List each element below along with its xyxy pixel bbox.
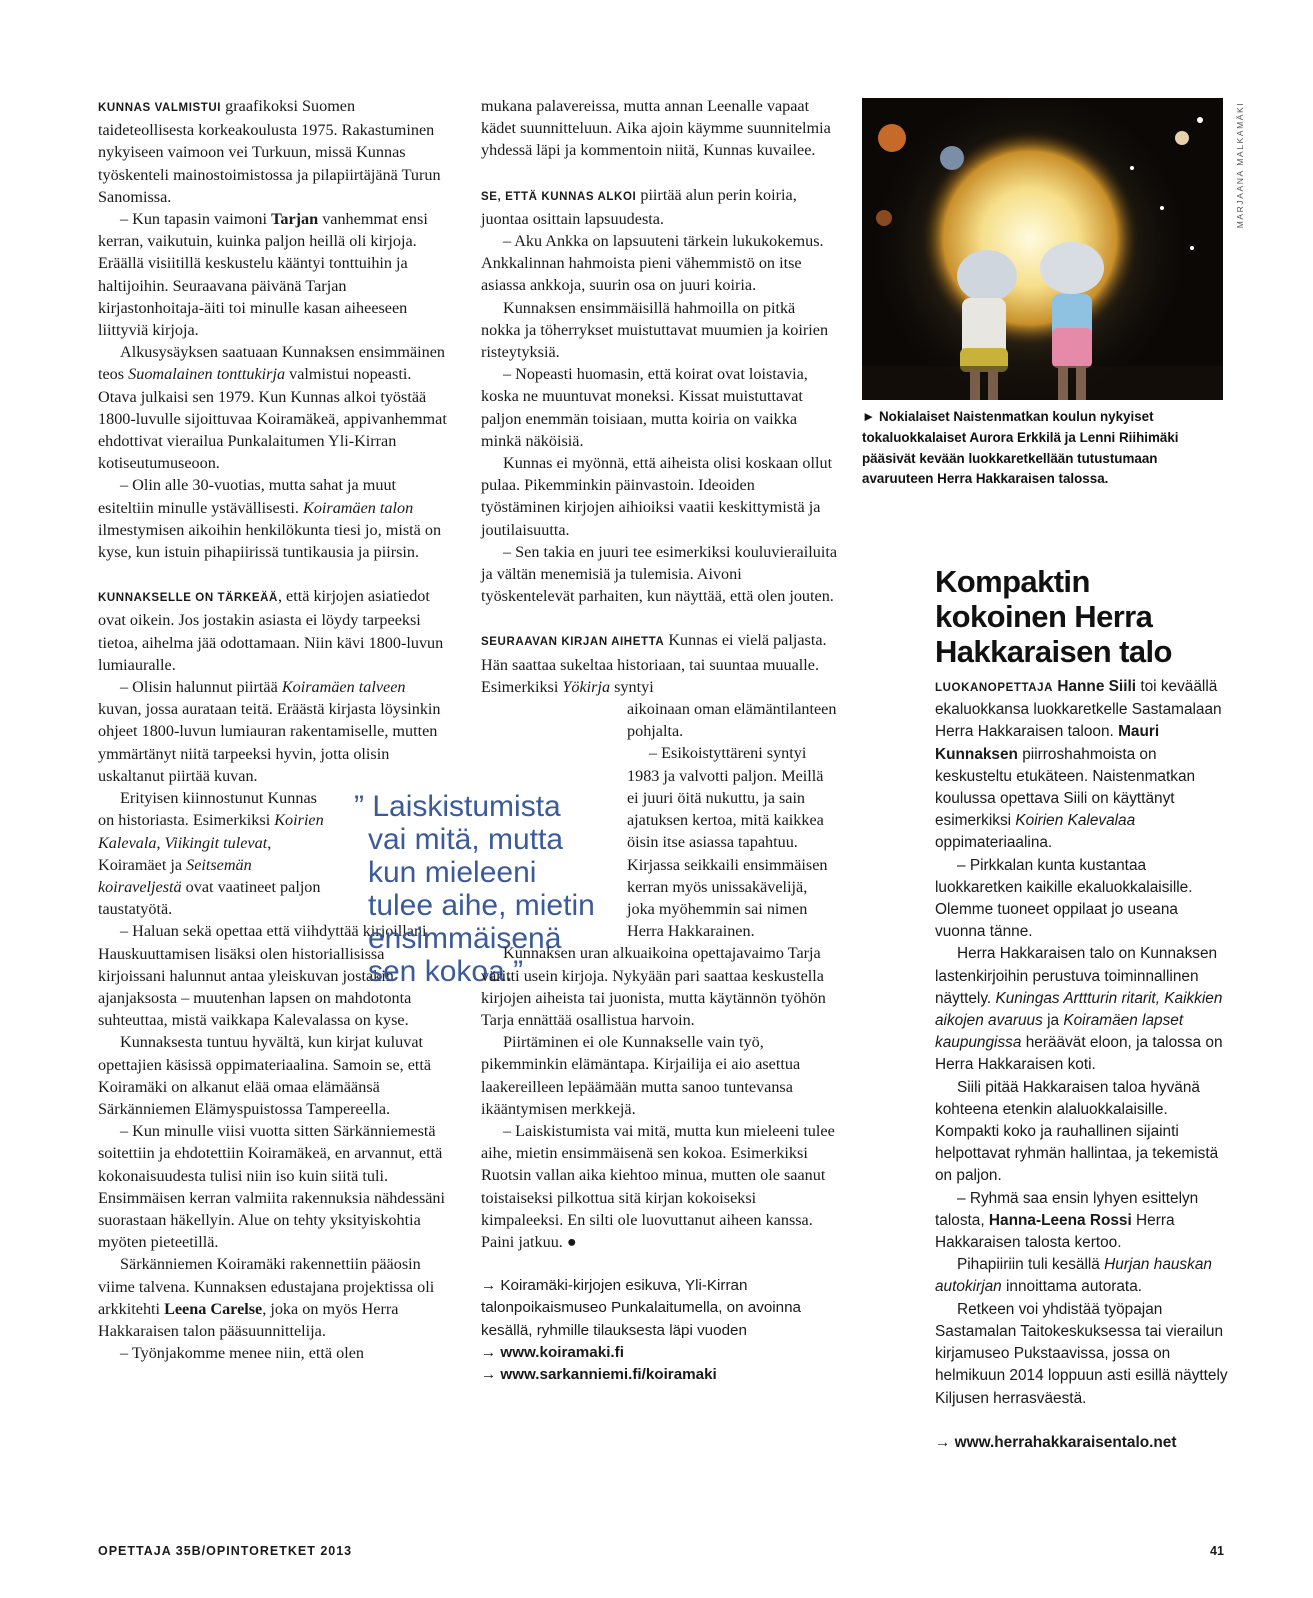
paragraph (98, 787, 333, 920)
lead-in: LUOKANOPETTAJA (935, 682, 1054, 694)
text: valmistui nopeasti. Otava julkaisi sen 1979. Kun Kunnas alkoi työstää 1800-luvulle sijoittuvaa Koiramäkeä, appivanhemmat ehdottivat vierailua Punkalaitumen Yli-Kirran kotiseutumuseoon. (98, 365, 447, 473)
end-mark-icon: ● (566, 1232, 577, 1251)
pull-quote-line: ” Laiskistumista (354, 790, 561, 823)
photo-caption: ► Nokialaiset Naistenmatkan koulun nykyiset tokaluokkalaiset Aurora Erkkilä ja Lenni Riihimäki pääsivät kevään luokkaretkellään tutustumaan avaruuteen Herra Hakkaraisen talossa. (862, 409, 1179, 487)
text: Kunnaksesta tuntuu hyvältä, kun kirjat kuluvat opettajien käsissä oppimateriaalina. Samoin se, että Koiramäki on alkanut elää omaa elämäänsä Särkänniemen Elämyspuistossa Tampereella. (98, 1033, 432, 1118)
link-koiramaki[interactable]: → www.koiramaki.fi (481, 1343, 624, 1361)
paragraph (627, 698, 837, 742)
info-text: → Koiramäki-kirjojen esikuva, Yli-Kirran talonpoikaismuseo Punkalaitumella, on avoinna kesällä, ryhmille tilauksesta läpi vuoden (481, 1277, 801, 1339)
text: Piirtäminen ei ole Kunnakselle vain työ, pikemminkin elämäntapa. Kirjailija ei aio asettua laakereilleen lepäämään mutta sanoo tuntevansa ikääntymisen merkkejä. (481, 1033, 801, 1118)
text: oppimateriaalina. (935, 834, 1053, 852)
paragraph (481, 541, 837, 608)
text: – Nopeasti huomasin, että koirat ovat loistavia, koska ne muuntuvat moneksi. Kissat muistuttavat paljon enemmän toisiaan, mutta koiria on vaikka minkä näköisiä. (481, 365, 808, 450)
box-title-line: kokoinen Herra (935, 599, 1153, 634)
text: graafikoksi Suomen taideteollisesta korkeakoulusta 1975. Rakastuminen nykyiseen vaimoon vei Turkuun, missä Kunnas työskenteli mainostoimistossa ja pilapiirtäjänä Turun Sanomissa. (98, 97, 441, 206)
person-name: Mauri Kunnaksen (935, 723, 1160, 763)
article-column-2 (481, 95, 837, 1386)
link-herrahakkaraisentalo[interactable]: → www.herrahakkaraisentalo.net (935, 1433, 1177, 1451)
paragraph (98, 95, 452, 208)
photo-credit (1230, 98, 1244, 238)
book-title: Koiramäen lapset kaupungissa (935, 1012, 1184, 1052)
paragraph (98, 676, 452, 787)
person-name: Tarjan (271, 210, 319, 229)
book-title: Yökirja (562, 677, 611, 696)
text: vanhemmat ensi kerran, vaikutuin, kuinka paljon heillä oli kirjoja. Eräällä visiitillä keskustelu kääntyi tonttuihin ja haltijoihin. Seuraavana päivänä Tarjan kirjastonhoitaja-äiti toi minulle kasan aiheeseen liittyviä kirjoja. (98, 210, 428, 340)
paragraph (935, 1188, 1232, 1255)
text: ja (1042, 1012, 1064, 1030)
text: mukana palavereissa, mutta annan Leenalle vapaat kädet suunnitteluun. Aika ajoin käymme suunnitelmia yhdessä läpi ja kommentoin niitä, Kunnas kuvailee. (481, 97, 831, 160)
box-body (935, 676, 1232, 1454)
book-title: Koiramäen talon (303, 498, 414, 517)
lead-in: KUNNAS VALMISTUI (98, 102, 222, 114)
paragraph (98, 1342, 452, 1364)
box-title (935, 564, 1235, 669)
paragraph (98, 474, 452, 563)
text: , (156, 833, 165, 852)
photo-credit-text: MARJAANA MALKAMÄKI (1235, 101, 1245, 229)
person-name: Leena Carelse (164, 1299, 263, 1318)
text: Erityisen kiinnostunut Kunnas on historiasta. Esimerkiksi (98, 789, 317, 830)
text: – Aku Ankka on lapsuuteni tärkein lukukokemus. Ankkalinnan hahmoista pieni vähemmistö on itse asiassa ankkoja, suurin osa on juuri koiria. (481, 232, 824, 295)
text: – Laiskistumista vai mitä, mutta kun mieleeni tulee aihe, mietin ensimmäisenä sen kokoa. Esimerkiksi Ruotsin vallan aika kiehtoo minua, mutten ole saanut toistaiseksi pilkottua sitä kirjan kokoiseksi kimpaleeksi. En silti ole luovuttanut aiheen kanssa. Paini jatkuu. (481, 1121, 835, 1251)
text: , Koiramäet ja (98, 833, 272, 874)
footer-publication: OPETTAJA 35B/OPINTORETKET 2013 (98, 1544, 353, 1558)
lead-in: SE, ETTÄ KUNNAS ALKOI (481, 190, 637, 203)
text: Herra Hakkaraisen talo on Kunnaksen lastenkirjoihin perustuva toiminnallinen näyttely. (935, 945, 1218, 1007)
text: Pihapiiriin tuli kesällä (957, 1256, 1105, 1274)
paragraph (481, 230, 837, 297)
paragraph (98, 1031, 452, 1120)
book-title: Suomalainen tonttukirja (128, 365, 286, 384)
paragraph (481, 363, 837, 452)
link-sarkanniemi[interactable]: → www.sarkanniemi.fi/koiramaki (481, 1365, 717, 1383)
text: – Olin alle 30-vuotias, mutta sahat ja muut esiteltiin minulle ystävällisesti. (98, 476, 397, 517)
book-title: Kuningas Arttturin ritarit, Kaikkien aikojen avaruus (935, 989, 1223, 1030)
person-name: Hanna-Leena Rossi (988, 1211, 1132, 1229)
box-title-line: Hakkaraisen talo (935, 634, 1172, 669)
text: , joka on myös Herra Hakkaraisen talon pääsuunnittelija. (98, 1299, 399, 1340)
text: Kunnas ei vielä paljasta. Hän saattaa sukeltaa historiaan, tai suuntaa muualle. Esimerkiksi (481, 631, 827, 696)
text: heräävät eloon, ja talossa on Herra Hakkaraisen koti. (935, 1034, 1223, 1074)
book-title: Hurjan hauskan autokirjan (935, 1256, 1212, 1296)
photo-illustration (862, 98, 1223, 400)
text: aikoinaan oman elämäntilanteen pohjalta. (627, 700, 837, 741)
pull-quote-line: ensimmäisenä (368, 922, 562, 955)
text: syntyi (610, 677, 654, 696)
photo-children-space-exhibit (862, 98, 1223, 400)
person-name: Hanne Siili (1053, 678, 1137, 695)
paragraph (98, 1253, 452, 1342)
text: – Kun tapasin vaimoni (120, 210, 272, 229)
text: kuvan, jossa aurataan teitä. Eräästä kirjasta löysinkin ohjeet 1800-luvun lumiauran rakentamiselle, mutten ymmärtänyt niitä tarpeeksi hyvin, jotta olisin uskaltanut piirtää kuvan. (98, 700, 441, 785)
paragraph (481, 95, 837, 162)
text: Retkeen voi yhdistää työpajan Sastamalan Taitokeskuksessa tai vierailun kirjamuseo Pukstaavissa, jossa on helmikuun 2014 loppuun asti esillä näyttely Kiljusen herrasväestä. (935, 1300, 1228, 1407)
text: , että kirjojen asiatiedot ovat oikein. Jos jostakin asiasta ei löydy tarpeeksi tietoa, aihelma jää odottamaan. Niin kävi 1800-luvun lumiauralle. (98, 587, 444, 674)
paragraph (935, 943, 1232, 1076)
paragraph (481, 184, 837, 230)
book-title: Koirien Kalevala (98, 811, 324, 852)
paragraph (98, 585, 452, 676)
paragraph (481, 1031, 837, 1120)
text: Siili pitää Hakkaraisen taloa hyvänä kohteena etenkin alaluokkalaisille. Kompakti koko ja rauhallinen sijainti helpottavat ryhmän hallintaa, ja tekemistä on paljon. (935, 1078, 1219, 1185)
book-title: Koirien Kalevalaa (1015, 812, 1136, 830)
text: – Olisin halunnut piirtää (120, 678, 282, 697)
paragraph (935, 855, 1232, 944)
paragraph (935, 1077, 1232, 1188)
text: toi keväällä ekaluokkansa luokkaretkelle Sastamalaan Herra Hakkaraisen taloon. (935, 678, 1222, 741)
paragraph (481, 1120, 837, 1253)
paragraph (98, 208, 452, 341)
book-title: Viikingit tulevat (164, 833, 268, 852)
paragraph (481, 452, 837, 541)
article-column-1 (98, 95, 452, 1364)
pull-quote-line: vai mitä, mutta (368, 823, 564, 856)
paragraph (481, 942, 837, 1031)
paragraph (98, 341, 452, 474)
paragraph (935, 1254, 1232, 1298)
text: Alkusysäyksen saatuaan Kunnaksen ensimmäinen teos (98, 343, 446, 384)
text: piirtää alun perin koiria, juontaa osittain lapsuudesta. (481, 185, 797, 228)
text: Herra Hakkaraisen talosta kertoo. (935, 1211, 1175, 1252)
paragraph (481, 629, 837, 698)
lead-in: SEURAAVAN KIRJAN AIHETTA (481, 636, 665, 649)
text: – Haluan sekä opettaa että viihdyttää kirjoillani. Hauskuuttamisen lisäksi olen historiallisissa kirjoissani halunnut antaa yleiskuvan jostakin ajanjaksosta – muutenhan lapsen on mahdotonta suhteuttaa, mistä vaikkapa Kalevalassa on kyse. (98, 922, 431, 1030)
text: – Sen takia en juuri tee esimerkiksi kouluvierailuita ja vältän menemisiä ja tulemisia. Aivoni työskentelevät parhaiten, kun näyttää, että olen jouten. (481, 542, 838, 606)
text: – Ryhmä saa ensin lyhyen esittelyn talosta, (935, 1189, 1199, 1229)
text: ilmestymisen aikoihin henkilökunta tiesi jo, mistä on kyse, kun istuin pihapiirissä tuntikausia ja piirsin. (98, 520, 442, 562)
pull-quote-line: tulee aihe, mietin (368, 889, 595, 922)
text: Kunnaksen ensimmäisillä hahmoilla on pitkä nokka ja töherrykset muistuttavat muumien ja koirien risteytyksiä. (481, 298, 829, 362)
paragraph (98, 1120, 452, 1253)
text: – Pirkkalan kunta kustantaa luokkaretken kaikille ekaluokkalaisille. Olemme tuoneet oppilaat jo useana vuonna tänne. (935, 856, 1193, 941)
paragraph (627, 742, 837, 942)
text: piirroshahmoista on keskusteltu etukäteen. Naistenmatkan koulussa opettava Siili on käyttänyt esimerkiksi (935, 745, 1196, 830)
text: innoittama autorata. (1001, 1278, 1143, 1296)
page-number: 41 (1210, 1544, 1224, 1558)
paragraph (481, 297, 837, 364)
info-block (481, 1275, 837, 1386)
pull-quote-line: kun mieleeni (368, 856, 537, 889)
box-title-line: Kompaktin (935, 564, 1090, 599)
text: Kunnas ei myönnä, että aiheista olisi koskaan ollut pulaa. Pikemminkin päinvastoin. Ideoiden työstäminen kirjojen aihioiksi vaatii keskittymistä ja joutilaisuutta. (481, 454, 833, 539)
paragraph (935, 676, 1232, 855)
lead-in: KUNNAKSELLE ON TÄRKEÄÄ (98, 592, 278, 605)
book-title: Seitsemän koiraveljestä (98, 855, 252, 896)
text: ovat vaatineet paljon taustatyötä. (98, 877, 321, 919)
text: – Esikoistyttäreni syntyi 1983 ja valvotti paljon. Meillä ei juuri öitä nukuttu, ja sain ajatuksen kertoa, mitä kaikkea öisin itse asiassa tapahtuu. Kirjassa seikkaili ensimmäisen kerran myös unissakävelijä, joka myöhemmin sai nimen Herra Hakkarainen. (627, 744, 828, 941)
book-title: Koiramäen talveen (281, 678, 406, 697)
text: Särkänniemen Koiramäki rakennettiin pääosin viime talvena. Kunnaksen edustajana projektissa oli arkkitehti (98, 1255, 435, 1318)
paragraph (935, 1299, 1232, 1410)
text: – Työnjakomme menee niin, että olen (120, 1344, 365, 1363)
pull-quote-line: sen kokoa.” (368, 955, 524, 988)
text: Kunnaksen uran alkuaikoina opettajavaimo Tarja väritti usein kirjoja. Nykyään pari saattaa keskustella kirjojen aiheista tai juonista, mutta käytännön työhön Tarja ennättää osallistua harvoin. (481, 944, 826, 1029)
text: – Kun minulle viisi vuotta sitten Särkänniemestä soitettiin ja ehdotettiin Koiramäkeä, en arvannut, että kokonaisuudesta tulisi niin iso kuin siitä tuli. Ensimmäisen kerran valmiita rakennuksia nähdessäni suorastaan häkellyin. Alue on tehty yksityiskohtia myöten pieteetillä. (98, 1122, 446, 1252)
